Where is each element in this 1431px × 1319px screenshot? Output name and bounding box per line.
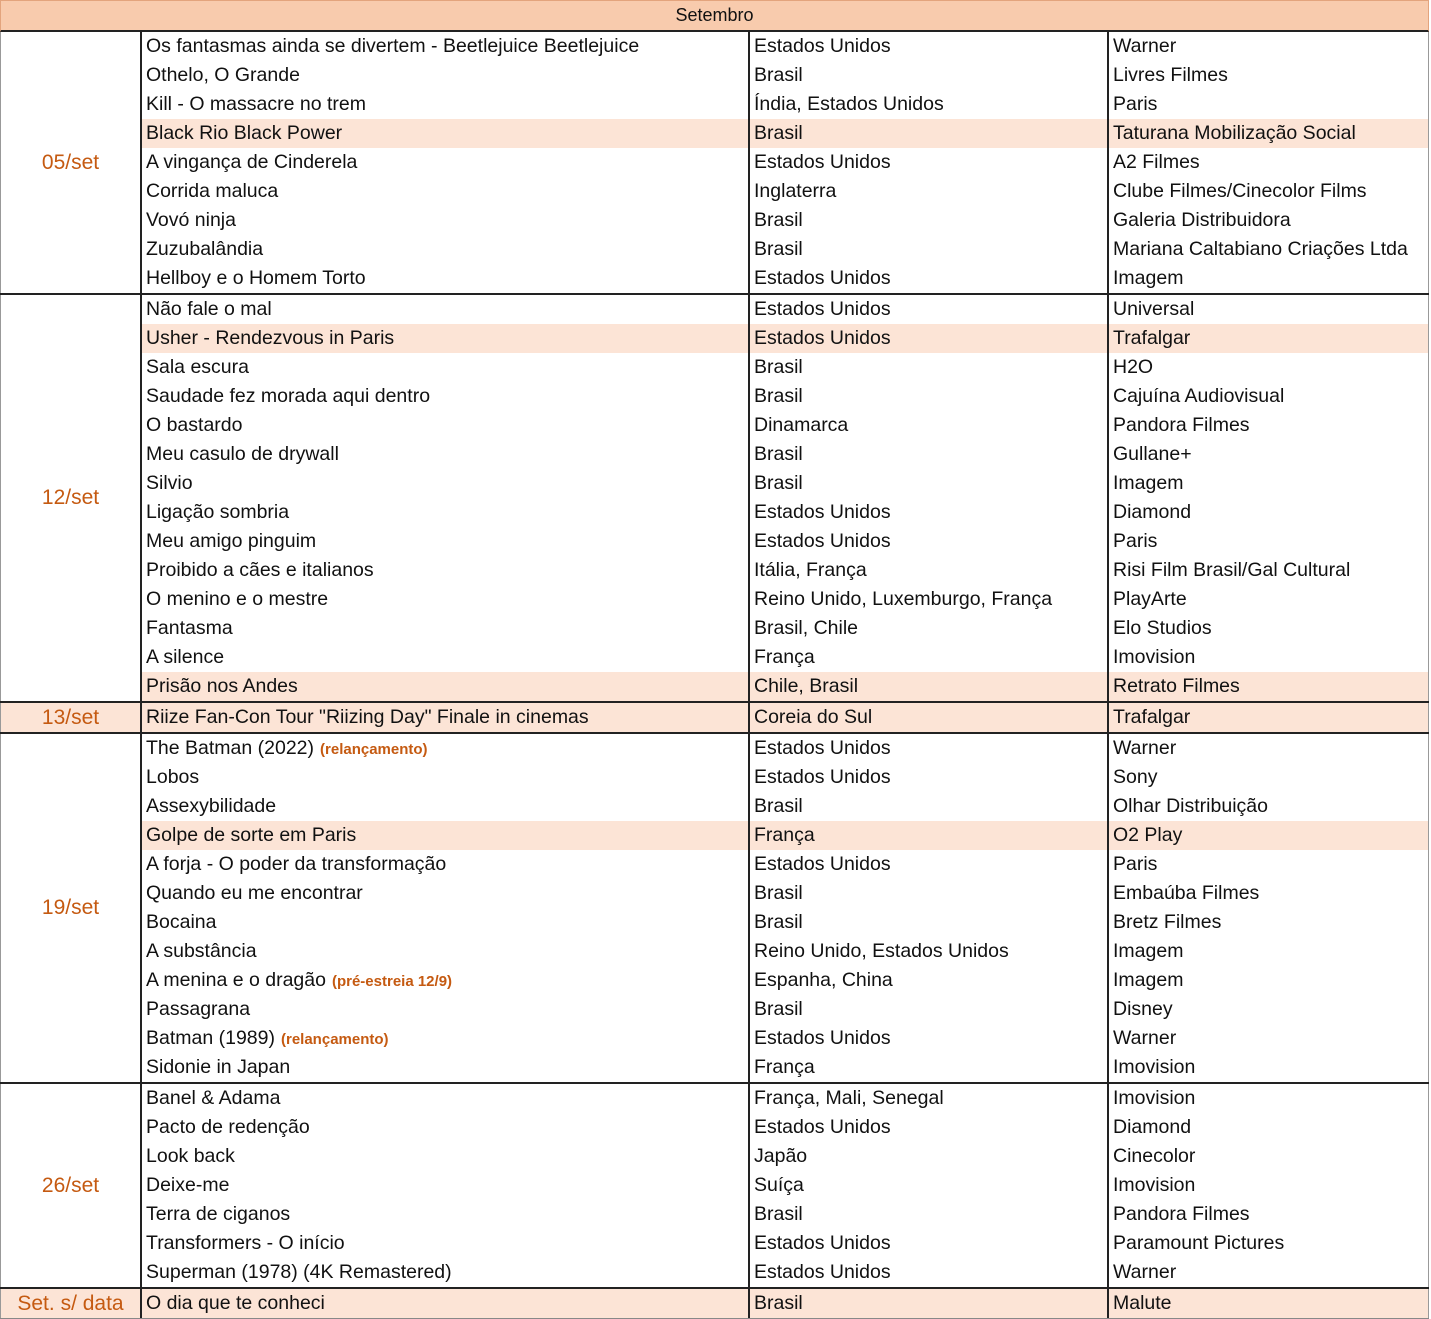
distributor-cell[interactable]: Disney: [1109, 995, 1429, 1024]
table-row: [142, 1229, 1429, 1258]
release-date-group: [0, 32, 1429, 295]
distributor-cell[interactable]: Imovision: [1109, 643, 1429, 672]
country-cell[interactable]: Índia, Estados Unidos: [750, 90, 1109, 119]
table-row: [142, 90, 1429, 119]
release-groups: [0, 32, 1429, 1319]
country-cell[interactable]: Estados Unidos: [750, 850, 1109, 879]
film-title-cell[interactable]: [142, 1053, 750, 1082]
distributor-cell[interactable]: Paris: [1109, 90, 1429, 119]
release-date-cell[interactable]: 19/set: [0, 734, 142, 1082]
distributor-cell[interactable]: Diamond: [1109, 1113, 1429, 1142]
film-title: Prisão nos Andes: [146, 675, 298, 697]
film-title: Golpe de sorte em Paris: [146, 824, 357, 846]
country-cell[interactable]: França: [750, 643, 1109, 672]
film-title-cell[interactable]: [142, 61, 750, 90]
film-title-cell[interactable]: [142, 90, 750, 119]
distributor-cell[interactable]: A2 Filmes: [1109, 148, 1429, 177]
distributor-cell[interactable]: Retrato Filmes: [1109, 672, 1429, 701]
film-title: Usher - Rendezvous in Paris: [146, 327, 395, 349]
distributor-cell[interactable]: Warner: [1109, 734, 1429, 763]
distributor-cell[interactable]: Bretz Filmes: [1109, 908, 1429, 937]
month-header: Setembro: [0, 0, 1429, 32]
table-row: [142, 672, 1429, 701]
country-cell[interactable]: Estados Unidos: [750, 32, 1109, 61]
table-row: [142, 1142, 1429, 1171]
film-title: A forja - O poder da transformação: [146, 853, 447, 875]
distributor-cell[interactable]: Imagem: [1109, 264, 1429, 293]
table-row: [142, 498, 1429, 527]
film-title-cell[interactable]: [142, 937, 750, 966]
release-date-group: [0, 1289, 1429, 1319]
table-row: [142, 148, 1429, 177]
distributor-cell[interactable]: Imagem: [1109, 469, 1429, 498]
table-row: [142, 703, 1429, 732]
country-cell[interactable]: França: [750, 821, 1109, 850]
table-row: [142, 1113, 1429, 1142]
release-date-group: [0, 734, 1429, 1084]
film-title: Black Rio Black Power: [146, 122, 343, 144]
country-cell[interactable]: Brasil: [750, 235, 1109, 264]
film-title: Superman (1978) (4K Remastered): [146, 1261, 452, 1283]
film-title-cell[interactable]: [142, 440, 750, 469]
film-title: A menina e o dragão: [146, 969, 326, 991]
country-cell[interactable]: Brasil: [750, 1200, 1109, 1229]
film-title-cell[interactable]: [142, 879, 750, 908]
table-row: [142, 614, 1429, 643]
table-row: [142, 32, 1429, 61]
film-title-cell[interactable]: [142, 324, 750, 353]
film-title-cell[interactable]: [142, 469, 750, 498]
table-row: [142, 966, 1429, 995]
table-row: [142, 556, 1429, 585]
distributor-cell[interactable]: Gullane+: [1109, 440, 1429, 469]
film-title: Look back: [146, 1145, 235, 1167]
film-title-cell[interactable]: [142, 643, 750, 672]
country-cell[interactable]: Brasil, Chile: [750, 614, 1109, 643]
distributor-cell[interactable]: Livres Filmes: [1109, 61, 1429, 90]
film-title: Meu amigo pinguim: [146, 530, 317, 552]
country-cell[interactable]: Estados Unidos: [750, 1258, 1109, 1287]
distributor-cell[interactable]: PlayArte: [1109, 585, 1429, 614]
film-title: Saudade fez morada aqui dentro: [146, 385, 431, 407]
distributor-cell[interactable]: Universal: [1109, 295, 1429, 324]
country-cell[interactable]: Inglaterra: [750, 177, 1109, 206]
country-cell[interactable]: Itália, França: [750, 556, 1109, 585]
table-row: [142, 792, 1429, 821]
distributor-cell[interactable]: Risi Film Brasil/Gal Cultural: [1109, 556, 1429, 585]
country-cell[interactable]: Brasil: [750, 792, 1109, 821]
country-cell[interactable]: Brasil: [750, 908, 1109, 937]
country-cell[interactable]: Coreia do Sul: [750, 703, 1109, 732]
country-cell[interactable]: Brasil: [750, 440, 1109, 469]
film-title: Zuzubalândia: [146, 238, 264, 260]
country-cell[interactable]: Brasil: [750, 995, 1109, 1024]
distributor-cell[interactable]: Elo Studios: [1109, 614, 1429, 643]
film-title-cell[interactable]: [142, 585, 750, 614]
country-cell[interactable]: Brasil: [750, 469, 1109, 498]
country-cell[interactable]: Estados Unidos: [750, 324, 1109, 353]
film-title-cell[interactable]: [142, 411, 750, 440]
country-cell[interactable]: Brasil: [750, 206, 1109, 235]
table-row: [142, 177, 1429, 206]
table-row: [142, 585, 1429, 614]
release-date-group: [0, 1084, 1429, 1289]
country-cell[interactable]: Estados Unidos: [750, 527, 1109, 556]
country-cell[interactable]: Brasil: [750, 119, 1109, 148]
film-title-cell[interactable]: [142, 1142, 750, 1171]
film-title-cell[interactable]: [142, 264, 750, 293]
film-title: A silence: [146, 646, 225, 668]
film-title: Transformers - O início: [146, 1232, 345, 1254]
table-row: [142, 821, 1429, 850]
film-title: Othelo, O Grande: [146, 64, 300, 86]
country-cell[interactable]: França: [750, 1053, 1109, 1082]
film-title: Os fantasmas ainda se divertem - Beetlejuice Beetlejuice: [146, 35, 640, 57]
film-title: Sala escura: [146, 356, 249, 378]
release-date-cell[interactable]: Set. s/ data: [0, 1289, 142, 1318]
distributor-cell[interactable]: Imovision: [1109, 1053, 1429, 1082]
table-row: [142, 1258, 1429, 1287]
film-title: Passagrana: [146, 998, 251, 1020]
distributor-cell[interactable]: Malute: [1109, 1289, 1429, 1318]
film-title: Terra de ciganos: [146, 1203, 291, 1225]
film-note: (relançamento): [320, 741, 428, 758]
table-row: [142, 763, 1429, 792]
table-row: [142, 382, 1429, 411]
country-cell[interactable]: Brasil: [750, 61, 1109, 90]
table-row: [142, 235, 1429, 264]
film-title-cell[interactable]: [142, 734, 750, 763]
film-title-cell[interactable]: [142, 498, 750, 527]
release-date-cell[interactable]: 26/set: [0, 1084, 142, 1287]
distributor-cell[interactable]: Cajuína Audiovisual: [1109, 382, 1429, 411]
release-date-group: [0, 703, 1429, 734]
film-rows: [142, 32, 1429, 293]
country-cell[interactable]: Japão: [750, 1142, 1109, 1171]
film-title-cell[interactable]: [142, 966, 750, 995]
film-title: Banel & Adama: [146, 1087, 281, 1109]
distributor-cell[interactable]: Diamond: [1109, 498, 1429, 527]
distributor-cell[interactable]: Pandora Filmes: [1109, 1200, 1429, 1229]
country-cell[interactable]: Brasil: [750, 879, 1109, 908]
table-row: [142, 995, 1429, 1024]
film-rows: [142, 1289, 1429, 1318]
country-cell[interactable]: Estados Unidos: [750, 763, 1109, 792]
table-row: [142, 353, 1429, 382]
release-date-cell[interactable]: 13/set: [0, 703, 142, 732]
film-rows: [142, 295, 1429, 701]
film-title-cell[interactable]: [142, 1113, 750, 1142]
film-title: The Batman (2022): [146, 737, 315, 759]
film-title-cell[interactable]: [142, 703, 750, 732]
distributor-cell[interactable]: Galeria Distribuidora: [1109, 206, 1429, 235]
film-title-cell[interactable]: [142, 119, 750, 148]
film-title: Corrida maluca: [146, 180, 279, 202]
table-row: [142, 1053, 1429, 1082]
country-cell[interactable]: Estados Unidos: [750, 148, 1109, 177]
film-title-cell[interactable]: [142, 792, 750, 821]
film-title: O dia que te conheci: [146, 1292, 325, 1314]
film-title: Sidonie in Japan: [146, 1056, 291, 1078]
film-title: Meu casulo de drywall: [146, 443, 339, 465]
film-note: (relançamento): [281, 1031, 389, 1048]
film-title: Batman (1989): [146, 1027, 275, 1049]
country-cell[interactable]: Estados Unidos: [750, 295, 1109, 324]
table-row: [142, 937, 1429, 966]
film-title-cell[interactable]: [142, 763, 750, 792]
distributor-cell[interactable]: Clube Filmes/Cinecolor Films: [1109, 177, 1429, 206]
country-cell[interactable]: Reino Unido, Estados Unidos: [750, 937, 1109, 966]
film-title-cell[interactable]: [142, 1024, 750, 1053]
film-title-cell[interactable]: [142, 556, 750, 585]
film-rows: [142, 734, 1429, 1082]
film-title: Ligação sombria: [146, 501, 290, 523]
distributor-cell[interactable]: Warner: [1109, 1024, 1429, 1053]
film-title-cell[interactable]: [142, 527, 750, 556]
distributor-cell[interactable]: Cinecolor: [1109, 1142, 1429, 1171]
film-title-cell[interactable]: [142, 1258, 750, 1287]
film-title-cell[interactable]: [142, 908, 750, 937]
film-title: O menino e o mestre: [146, 588, 329, 610]
film-title-cell[interactable]: [142, 206, 750, 235]
distributor-cell[interactable]: Imagem: [1109, 966, 1429, 995]
table-row: [142, 324, 1429, 353]
table-row: [142, 850, 1429, 879]
film-title-cell[interactable]: [142, 353, 750, 382]
distributor-cell[interactable]: Sony: [1109, 763, 1429, 792]
distributor-cell[interactable]: Paris: [1109, 850, 1429, 879]
country-cell[interactable]: Dinamarca: [750, 411, 1109, 440]
table-row: [142, 411, 1429, 440]
film-title: Não fale o mal: [146, 298, 272, 320]
film-rows: [142, 1084, 1429, 1287]
film-title-cell[interactable]: [142, 995, 750, 1024]
film-title: Quando eu me encontrar: [146, 882, 363, 904]
distributor-cell[interactable]: Imovision: [1109, 1084, 1429, 1113]
distributor-cell[interactable]: Trafalgar: [1109, 324, 1429, 353]
distributor-cell[interactable]: Warner: [1109, 1258, 1429, 1287]
distributor-cell[interactable]: Pandora Filmes: [1109, 411, 1429, 440]
country-cell[interactable]: França, Mali, Senegal: [750, 1084, 1109, 1113]
table-row: [142, 206, 1429, 235]
film-title-cell[interactable]: [142, 148, 750, 177]
distributor-cell[interactable]: Olhar Distribuição: [1109, 792, 1429, 821]
table-row: [142, 1084, 1429, 1113]
table-row: [142, 61, 1429, 90]
table-row: [142, 264, 1429, 293]
table-row: [142, 908, 1429, 937]
film-title: A substância: [146, 940, 257, 962]
table-row: [142, 643, 1429, 672]
film-title: Proibido a cães e italianos: [146, 559, 374, 581]
country-cell[interactable]: Estados Unidos: [750, 1113, 1109, 1142]
distributor-cell[interactable]: Imovision: [1109, 1171, 1429, 1200]
distributor-cell[interactable]: Paramount Pictures: [1109, 1229, 1429, 1258]
table-row: [142, 1171, 1429, 1200]
release-date-cell[interactable]: 12/set: [0, 295, 142, 701]
country-cell[interactable]: Chile, Brasil: [750, 672, 1109, 701]
table-row: [142, 469, 1429, 498]
country-cell[interactable]: Estados Unidos: [750, 1229, 1109, 1258]
country-cell[interactable]: Brasil: [750, 382, 1109, 411]
film-title-cell[interactable]: [142, 672, 750, 701]
country-cell[interactable]: Estados Unidos: [750, 264, 1109, 293]
table-row: [142, 734, 1429, 763]
film-title: Kill - O massacre no trem: [146, 93, 366, 115]
country-cell[interactable]: Reino Unido, Luxemburgo, França: [750, 585, 1109, 614]
film-title: O bastardo: [146, 414, 243, 436]
film-title: Silvio: [146, 472, 193, 494]
film-title-cell[interactable]: [142, 382, 750, 411]
release-date-group: [0, 295, 1429, 703]
film-title-cell[interactable]: [142, 1171, 750, 1200]
country-cell[interactable]: Estados Unidos: [750, 734, 1109, 763]
distributor-cell[interactable]: O2 Play: [1109, 821, 1429, 850]
film-title: Deixe-me: [146, 1174, 230, 1196]
distributor-cell[interactable]: H2O: [1109, 353, 1429, 382]
film-title: A vingança de Cinderela: [146, 151, 358, 173]
table-row: [142, 879, 1429, 908]
film-title-cell[interactable]: [142, 1229, 750, 1258]
film-title-cell[interactable]: [142, 821, 750, 850]
film-title: Assexybilidade: [146, 795, 277, 817]
table-row: [142, 440, 1429, 469]
table-row: [142, 1289, 1429, 1318]
distributor-cell[interactable]: Warner: [1109, 32, 1429, 61]
distributor-cell[interactable]: Paris: [1109, 527, 1429, 556]
film-title-cell[interactable]: [142, 1289, 750, 1318]
film-title: Pacto de redenção: [146, 1116, 310, 1138]
film-title-cell[interactable]: [142, 177, 750, 206]
distributor-cell[interactable]: Trafalgar: [1109, 703, 1429, 732]
table-row: [142, 1200, 1429, 1229]
film-title: Vovó ninja: [146, 209, 236, 231]
film-title-cell[interactable]: [142, 235, 750, 264]
film-title: Bocaina: [146, 911, 217, 933]
table-row: [142, 295, 1429, 324]
film-title: Lobos: [146, 766, 200, 788]
film-title-cell[interactable]: [142, 614, 750, 643]
country-cell[interactable]: Brasil: [750, 1289, 1109, 1318]
country-cell[interactable]: Espanha, China: [750, 966, 1109, 995]
film-title-cell[interactable]: [142, 1200, 750, 1229]
film-title-cell[interactable]: [142, 850, 750, 879]
film-title: Riize Fan-Con Tour "Riizing Day" Finale in cinemas: [146, 706, 589, 728]
distributor-cell[interactable]: Embaúba Filmes: [1109, 879, 1429, 908]
release-date-cell[interactable]: 05/set: [0, 32, 142, 293]
distributor-cell[interactable]: Imagem: [1109, 937, 1429, 966]
film-title-cell[interactable]: [142, 1084, 750, 1113]
table-row: [142, 1024, 1429, 1053]
film-title-cell[interactable]: [142, 295, 750, 324]
film-title: Fantasma: [146, 617, 233, 639]
country-cell[interactable]: Estados Unidos: [750, 498, 1109, 527]
film-rows: [142, 703, 1429, 732]
country-cell[interactable]: Suíça: [750, 1171, 1109, 1200]
country-cell[interactable]: Estados Unidos: [750, 1024, 1109, 1053]
table-row: [142, 119, 1429, 148]
film-title-cell[interactable]: [142, 32, 750, 61]
distributor-cell[interactable]: Taturana Mobilização Social: [1109, 119, 1429, 148]
film-title: Hellboy e o Homem Torto: [146, 267, 366, 289]
table-row: [142, 527, 1429, 556]
film-note: (pré-estreia 12/9): [331, 973, 453, 990]
distributor-cell[interactable]: Mariana Caltabiano Criações Ltda: [1109, 235, 1429, 264]
country-cell[interactable]: Brasil: [750, 353, 1109, 382]
